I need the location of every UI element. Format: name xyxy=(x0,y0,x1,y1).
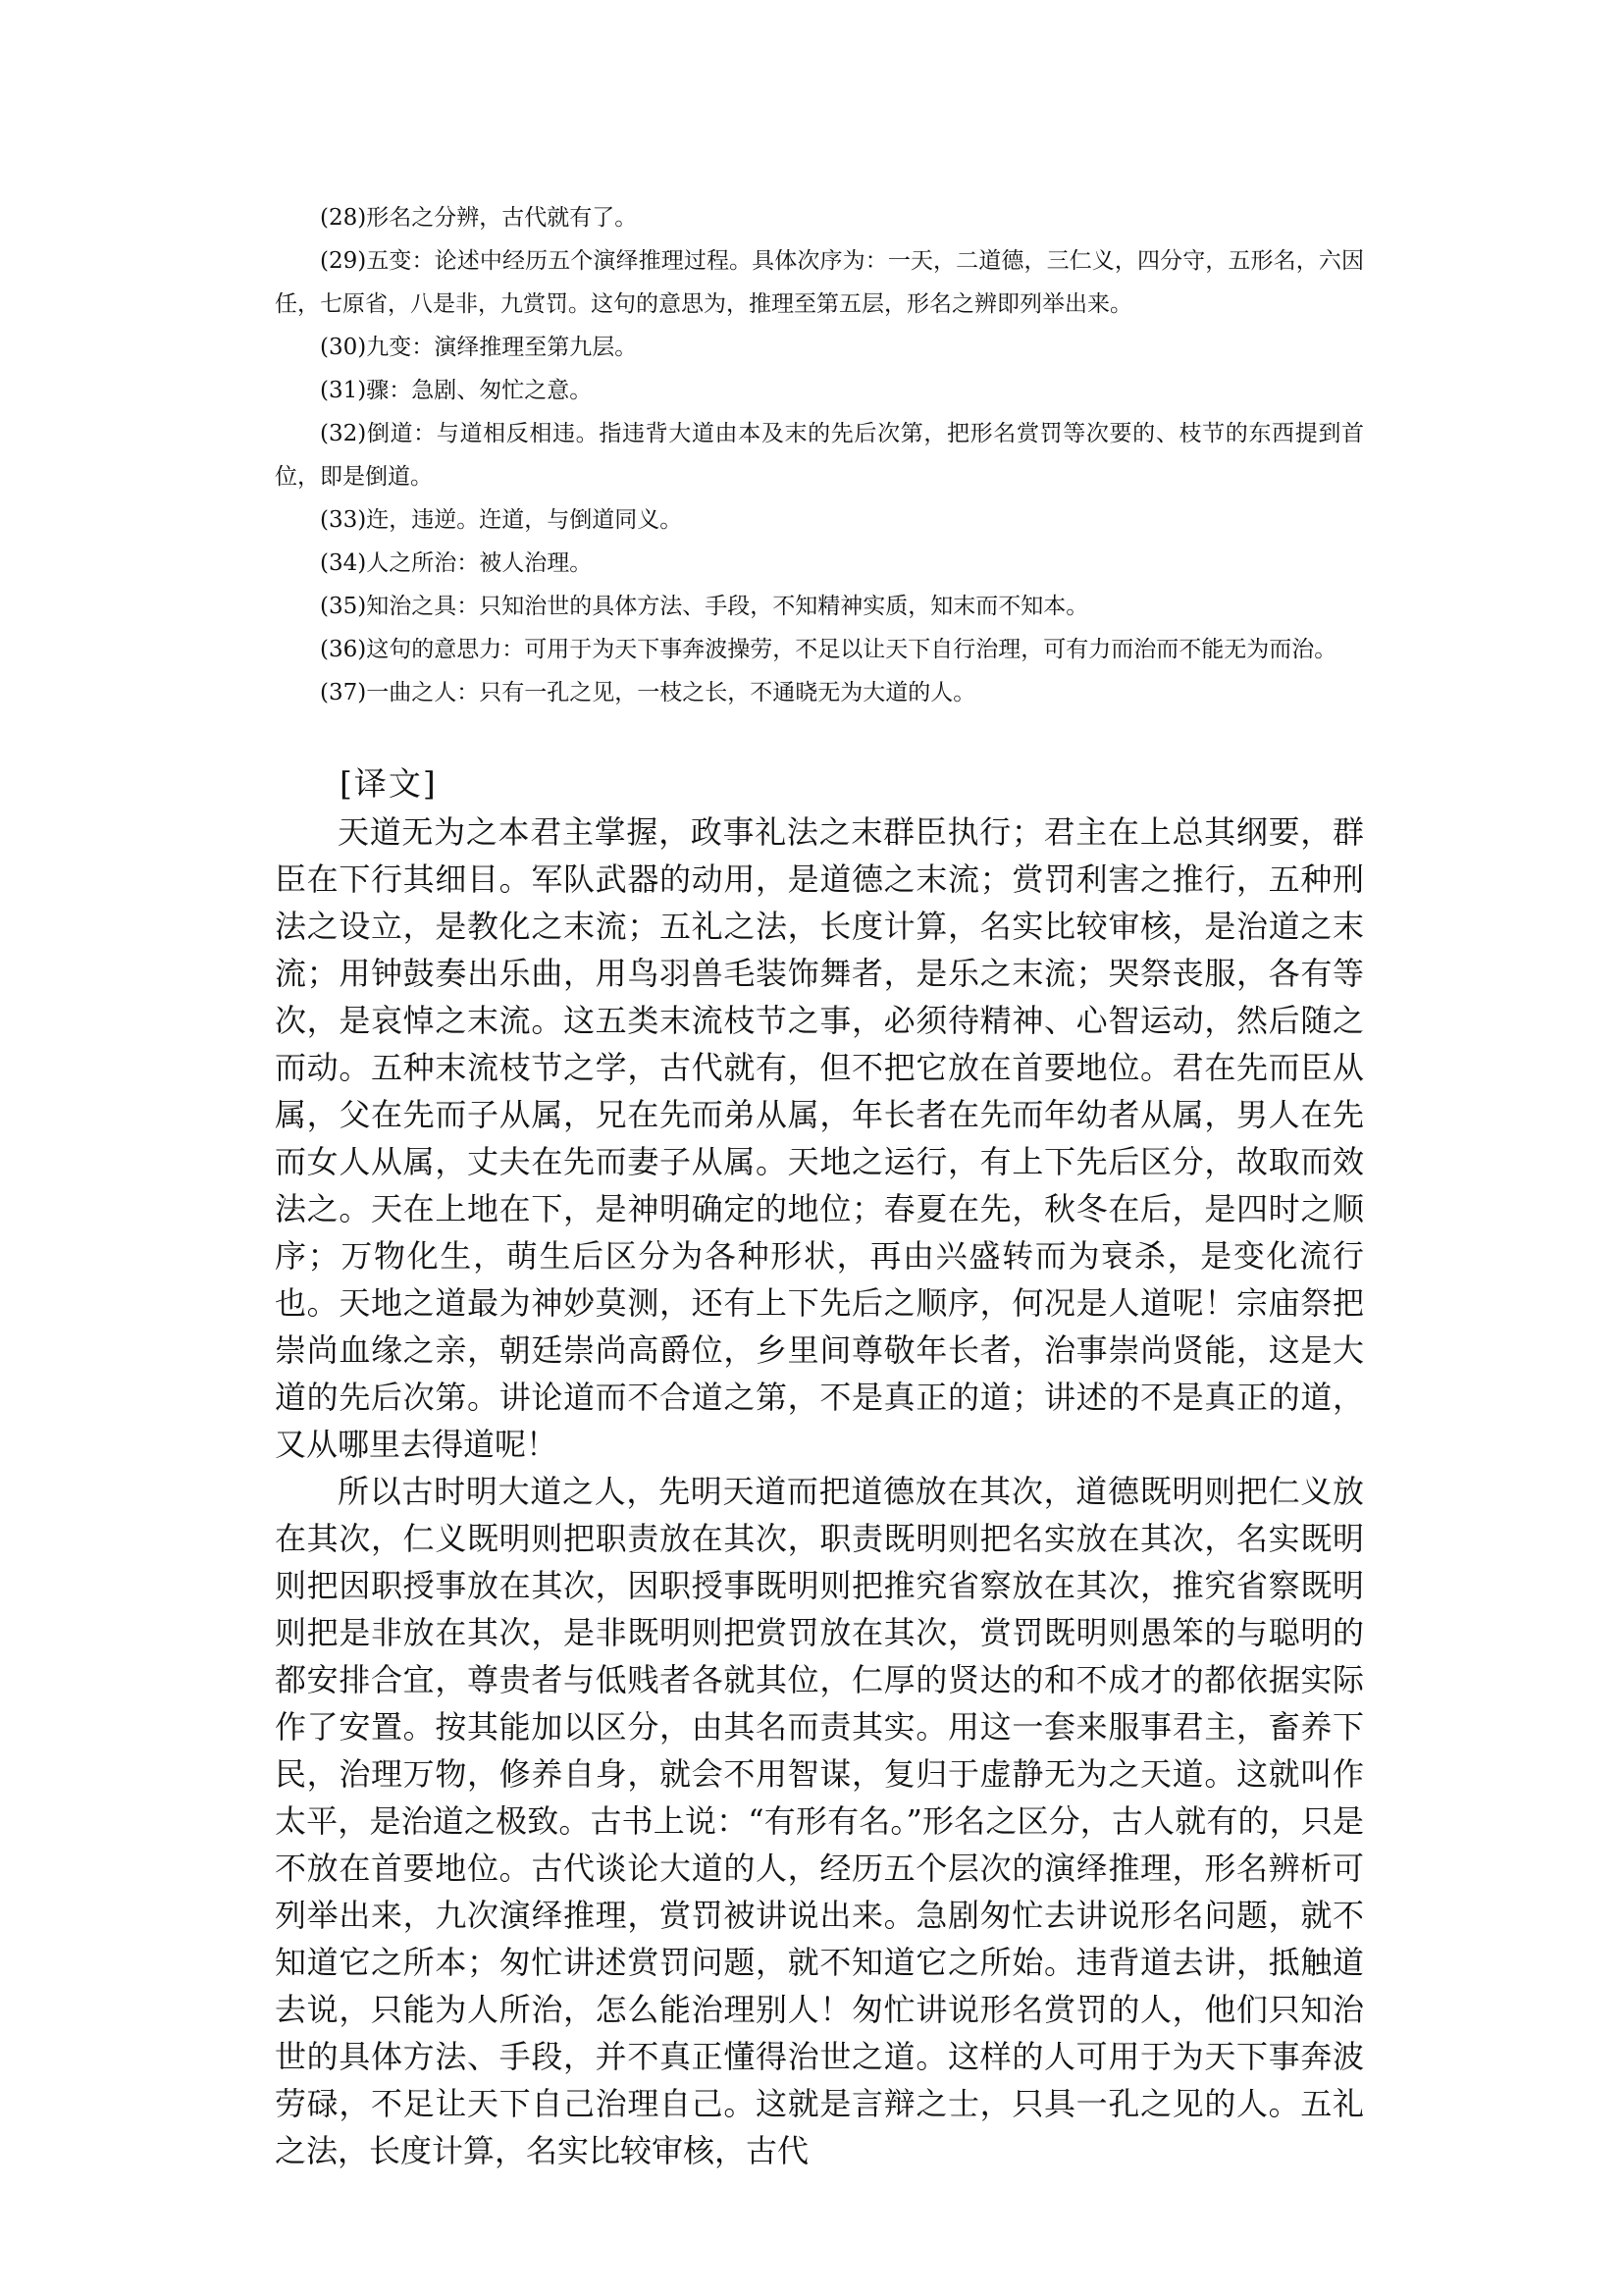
note-28: (28)形名之分辨，古代就有了。 xyxy=(320,205,638,231)
translation-paragraph-1: 天道无为之本君主掌握，政事礼法之末群臣执行；君主在上总其纲要，群臣在下行其细目。军队武器的动用，是道德之末流；赏罚利害之推行，五种刑法之设立，是教化之末流；五礼之法，长度计算，名实比较审核，是治道之末流；用钟鼓奏出乐曲，用鸟羽兽毛装饰舞者，是乐之末流；哭祭丧服，各有等次，是哀悼之末流。这五类末流枝节之事，必须待精神、心智运动，然后随之而动。五种末流枝节之学，古代就有，但不把它放在首要地位。君在先而臣从属，父在先而子从属，兄在先而弟从属，年长者在先而年幼者从属，男人在先而女人从属，丈夫在先而妻子从属。天地之运行，有上下先后区分，故取而效法之。天在上地在下，是神明确定的地位；春夏在先，秋冬在后，是四时之顺序；万物化生，萌生后区分为各种形状，再由兴盛转而为衰杀，是变化流行也。天地之道最为神妙莫测，还有上下先后之顺序，何况是人道呢！宗庙祭把崇尚血缘之亲，朝廷崇尚高爵位，乡里间尊敬年长者，治事崇尚贤能，这是大道的先后次第。讲论道而不合道之第，不是真正的道；讲述的不是真正的道，又从哪里去得道呢！ xyxy=(275,813,1364,1463)
section-heading: [译文] xyxy=(340,764,438,803)
translation-paragraph-2: 所以古时明大道之人，先明天道而把道德放在其次，道德既明则把仁义放在其次，仁义既明则把职责放在其次，职责既明则把名实放在其次，名实既明则把因职授事放在其次，因职授事既明则把推究省察放在其次，推究省察既明则把是非放在其次，是非既明则把赏罚放在其次，赏罚既明则愚笨的与聪明的都安排合宜，尊贵者与低贱者各就其位，仁厚的贤达的和不成才的都依据实际作了安置。按其能加以区分，由其名而责其实。用这一套来服事君主，畜养下民，治理万物，修养自身，就会不用智谋，复归于虚静无为之天道。这就叫作太平，是治道之极致。古书上说：“有形有名。”形名之区分，古人就有的，只是不放在首要地位。古代谈论大道的人，经历五个层次的演绎推理，形名辨析可列举出来，九次演绎推理，赏罚被讲说出来。急剧匆忙去讲说形名问题，就不知道它之所本；匆忙讲述赏罚问题，就不知道它之所始。违背道去讲，抵触道去说，只能为人所治，怎么能治理别人！匆忙讲说形名赏罚的人，他们只知治世的具体方法、手段，并不真正懂得治世之道。这样的人可用于为天下事奔波劳碌，不足让天下自己治理自己。这就是言辩之士，只具一孔之见的人。五礼之法，长度计算，名实比较审核，古代 xyxy=(275,1473,1364,2169)
annotation-notes xyxy=(275,196,1364,714)
note-37: (37)一曲之人：只有一孔之见，一枝之长，不通晓无为大道的人。 xyxy=(320,680,976,705)
note-30: (30)九变：演绎推理至第九层。 xyxy=(320,335,638,360)
page-content xyxy=(275,196,1364,2174)
note-33: (33)迕，违逆。迕道，与倒道同义。 xyxy=(320,507,683,533)
note-32: (32)倒道：与道相反相违。指违背大道由本及末的先后次第，把形名赏罚等次要的、枝节的东西提到首位，即是倒道。 xyxy=(275,421,1364,490)
note-29: (29)五变：论述中经历五个演绎推理过程。具体次序为：一天，二道德，三仁义，四分守，五形名，六因任，七原省，八是非，九赏罚。这句的意思为，推理至第五层，形名之辨即列举出来。 xyxy=(275,248,1364,317)
note-35: (35)知治之具：只知治世的具体方法、手段，不知精神实质，知末而不知本。 xyxy=(320,594,1089,619)
note-36: (36)这句的意思力：可用于为天下事奔波操劳，不足以让天下自行治理，可有力而治而不能无为而治。 xyxy=(320,637,1337,662)
note-31: (31)骤：急剧、匆忙之意。 xyxy=(320,378,593,403)
note-34: (34)人之所治：被人治理。 xyxy=(320,550,593,576)
translation-body xyxy=(275,808,1364,2174)
